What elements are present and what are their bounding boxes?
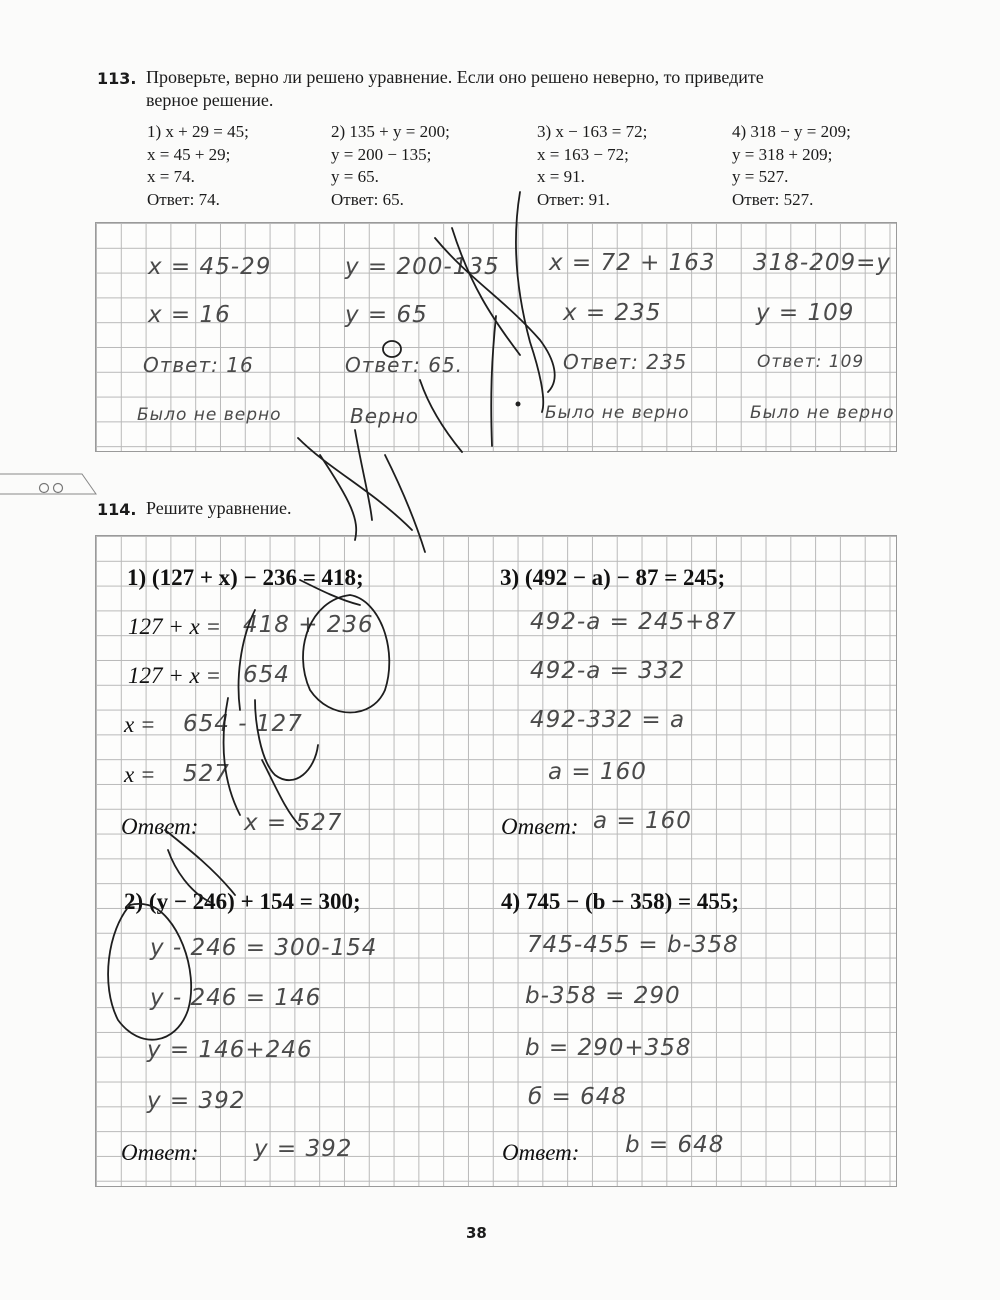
problem-3-answer-label: Ответ: <box>501 814 579 839</box>
hw-113-1-line2: x = 16 <box>148 302 231 328</box>
given-solution-4: 4) 318 − y = 209; y = 318 + 209; y = 527. Ответ: 527. <box>732 122 851 209</box>
problem-3-answer: a = 160 <box>593 808 692 834</box>
hw-113-2-line2: y = 65 <box>345 302 428 328</box>
problem-1-hw1: 418 + 236 <box>243 612 374 638</box>
hw-113-1-line3: Ответ: 16 <box>143 353 254 377</box>
hw-113-3-line1: x = 72 + 163 <box>549 250 716 276</box>
problem-2-title: 2) (y − 246) + 154 = 300; <box>124 889 361 914</box>
hw-113-3-line4: Было не верно <box>545 403 690 423</box>
task-113-text-line1: Проверьте, верно ли решено уравнение. Если оно решено неверно, то приведите <box>146 67 764 87</box>
hw-113-1-line4: Было не верно <box>137 405 282 425</box>
task-114-text: Решите уравнение. <box>146 498 292 518</box>
hw-113-4-line3: Ответ: 109 <box>757 352 865 372</box>
task-113-text-line2: верное решение. <box>146 90 274 110</box>
task-113-number: 113. <box>97 69 137 88</box>
hw-113-4-line4: Было не верно <box>750 403 895 423</box>
hw-113-3-line2: x = 235 <box>563 300 662 326</box>
problem-1-hw4: 527 <box>183 761 230 787</box>
problem-2-answer-label: Ответ: <box>121 1140 199 1165</box>
hw-113-4-line1: 318-209=y <box>753 250 891 276</box>
hw-113-2-line4: Верно <box>350 404 420 428</box>
task-114-number: 114. <box>97 500 137 519</box>
problem-4-hw2: b-358 = 290 <box>525 983 681 1009</box>
problem-1-answer: x = 527 <box>244 810 343 836</box>
problem-2-hw2: y - 246 = 146 <box>150 985 322 1011</box>
problem-1-label3: x = <box>124 712 156 737</box>
problem-3-hw3: 492-332 = a <box>530 707 686 733</box>
problem-3-hw4: a = 160 <box>548 759 647 785</box>
hw-113-4-line2: y = 109 <box>756 300 855 326</box>
margin-tab-icon <box>0 470 98 498</box>
problem-1-answer-label: Ответ: <box>121 814 199 839</box>
given-solution-2: 2) 135 + y = 200; y = 200 − 135; y = 65. Ответ: 65. <box>331 122 450 209</box>
problem-3-hw1: 492-a = 245+87 <box>530 609 737 635</box>
hw-113-2-line1: y = 200-135 <box>345 254 500 280</box>
problem-1-title: 1) (127 + x) − 236 = 418; <box>127 565 364 590</box>
given-solution-1: 1) x + 29 = 45; x = 45 + 29; x = 74. Ответ: 74. <box>147 122 249 209</box>
problem-1-label4: x = <box>124 762 156 787</box>
problem-4-answer-label: Ответ: <box>502 1140 580 1165</box>
page-number: 38 <box>466 1224 487 1242</box>
problem-4-hw4: б = 648 <box>528 1084 627 1110</box>
hw-113-3-line3: Ответ: 235 <box>563 350 688 374</box>
problem-3-title: 3) (492 − a) − 87 = 245; <box>500 565 726 590</box>
problem-1-label1: 127 + x = <box>128 614 221 639</box>
problem-2-hw3: y = 146+246 <box>147 1037 313 1063</box>
problem-2-hw1: y - 246 = 300-154 <box>150 935 378 961</box>
problem-4-hw3: b = 290+358 <box>525 1035 692 1061</box>
problem-3-hw2: 492-a = 332 <box>530 658 686 684</box>
problem-4-answer: b = 648 <box>625 1132 725 1158</box>
problem-4-hw1: 745-455 = b-358 <box>527 932 739 958</box>
problem-4-title: 4) 745 − (b − 358) = 455; <box>501 889 739 914</box>
given-solution-3: 3) x − 163 = 72; x = 163 − 72; x = 91. Ответ: 91. <box>537 122 648 209</box>
problem-1-hw3: 654 - 127 <box>183 711 303 737</box>
problem-1-hw2: 654 <box>243 662 290 688</box>
problem-2-hw4: y = 392 <box>147 1088 246 1114</box>
problem-2-answer: y = 392 <box>254 1136 353 1162</box>
problem-1-label2: 127 + x = <box>128 663 221 688</box>
hw-113-2-line3: Ответ: 65. <box>345 353 464 377</box>
hw-113-1-line1: x = 45-29 <box>148 254 272 280</box>
